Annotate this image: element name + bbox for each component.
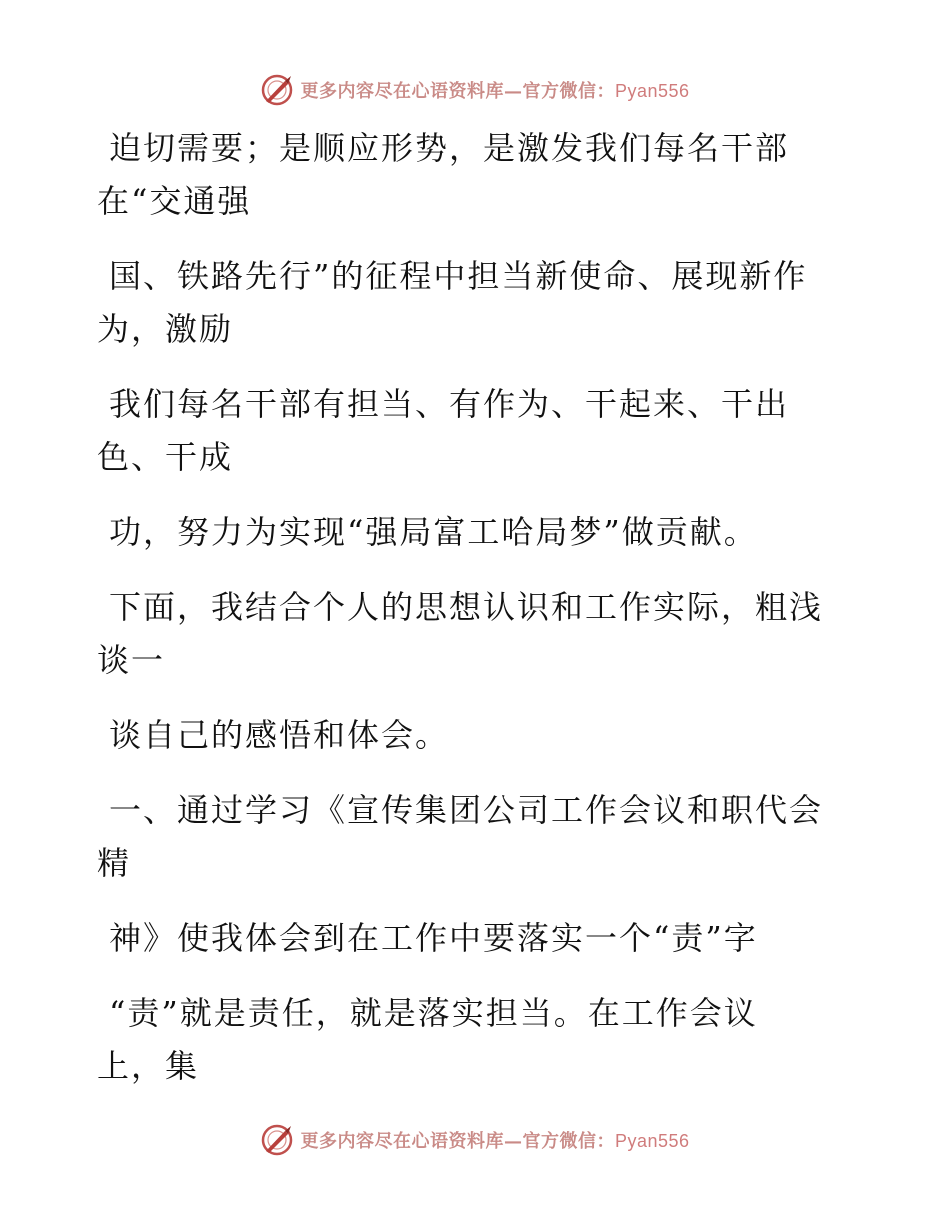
paragraph [97,709,857,762]
text-line: 国、铁路先行”的征程中担当新使命、展现新作 [109,257,808,295]
text-line: 下面，我结合个人的思想认识和工作实际，粗浅 [109,588,824,626]
paragraph [97,912,857,965]
paragraph [97,506,857,559]
quill-pen-logo-icon [260,73,294,107]
paragraph [97,122,857,228]
paragraph [97,378,857,484]
text-line: 为，激励 [97,310,234,348]
quill-pen-logo-icon [260,1123,294,1157]
paragraph [97,250,857,356]
paragraph [97,581,857,687]
text-line: 谈自己的感悟和体会。 [109,716,450,754]
text-line: “责”就是责任，就是落实担当。在工作会议 [109,994,758,1032]
watermark-text: 更多内容尽在心语资料库—官方微信：Pyan556 [300,1131,690,1152]
text-line: 上，集 [97,1047,200,1085]
text-line: 神》使我体会到在工作中要落实一个“责”字 [109,919,758,957]
watermark-text: 更多内容尽在心语资料库—官方微信：Pyan556 [300,81,690,102]
text-line: 功，努力为实现“强局富工哈局梦”做贡献。 [109,513,758,551]
text-line: 精 [97,844,132,882]
text-line: 一、通过学习《宣传集团公司工作会议和职代会 [109,791,824,829]
paragraph [97,784,857,890]
text-line: 在“交通强 [97,182,252,220]
paragraph [97,987,857,1093]
text-line: 谈一 [97,641,166,679]
document-body [97,122,857,1115]
header-watermark [0,70,950,110]
footer-watermark [0,1120,950,1160]
text-line: 迫切需要；是顺应形势，是激发我们每名干部 [109,129,790,167]
text-line: 色、干成 [97,438,234,476]
text-line: 我们每名干部有担当、有作为、干起来、干出 [109,385,790,423]
